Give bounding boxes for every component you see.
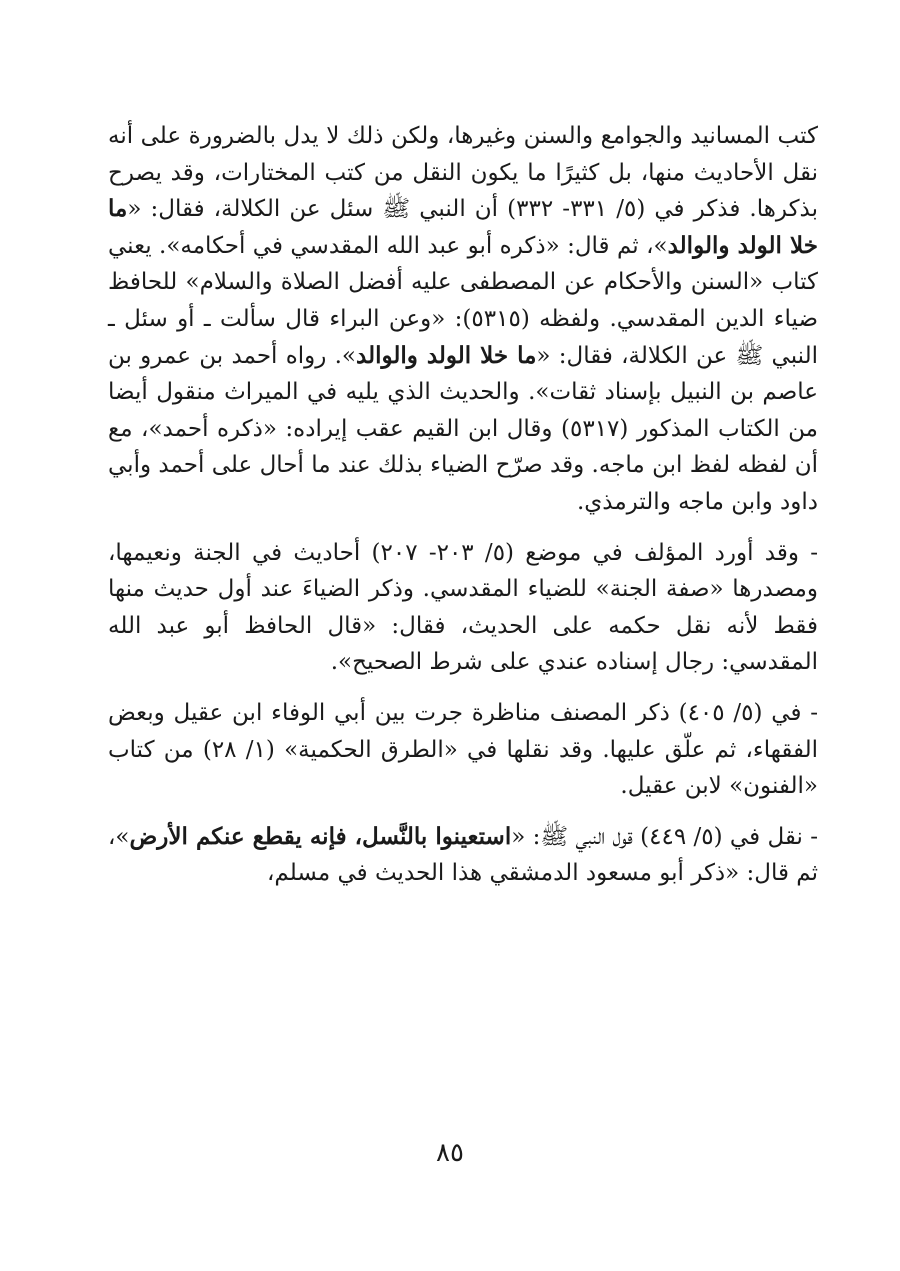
bold-quote: ما خلا الولد والوالد: [108, 195, 818, 259]
page-body: [108, 118, 818, 892]
text-segment: »، ثم قال: «ذكر أبو مسعود الدمشقي هذا الحديث في مسلم،: [108, 823, 818, 887]
text-segment: »، ثم قال: «ذكره أبو عبد الله المقدسي في أحكامه». يعني كتاب «السنن والأحكام عن المصطفى عليه أفضل الصلاة والسلام» للحافظ ضياء الدين المقدسي. ولفظه (٥٣١٥): «وعن البراء قال سألت ـ أو سئل ـ النبي ﷺ عن الكلالة، فقال: «: [108, 232, 818, 369]
text-segment: - نقل في (٥/ ٤٤٩) قول النبي ﷺ: «: [511, 823, 819, 850]
paragraph-2: [108, 535, 818, 681]
text-segment: - وقد أورد المؤلف في موضع (٥/ ٢٠٣- ٢٠٧) أحاديث في الجنة ونعيمها، ومصدرها «صفة الجنة» للضياء المقدسي. وذكر الضياءَ عند أول حديث منها فقط لأنه نقل حكمه على الحديث، فقال: «قال الحافظ أبو عبد الله المقدسي: رجال إسناده عندي على شرط الصحيح».: [108, 539, 818, 676]
bold-quote: ما خلا الولد والوالد: [356, 341, 537, 369]
paragraph-3: [108, 695, 818, 805]
text-segment: كتب المسانيد والجوامع والسنن وغيرها، ولكن ذلك لا يدل بالضرورة على أنه نقل الأحاديث منها، بل كثيرًا ما يكون النقل من كتب المختارات، وقد يصرح بذكرها. فذكر في (٥/ ٣٣١- ٣٣٢) أن النبي ﷺ سئل عن الكلالة، فقال: «: [108, 123, 818, 223]
text-segment: ». رواه أحمد بن عمرو بن عاصم بن النبيل بإسناد ثقات». والحديث الذي يليه في الميراث منقول أيضا من الكتاب المذكور (٥٣١٧) وقال ابن القيم عقب إيراده: «ذكره أحمد»، مع أن لفظه لفظ ابن ماجه. وقد صرّح الضياء بذلك عند ما أحال على أحمد وأبي داود وابن ماجه والترمذي.: [108, 342, 819, 515]
paragraph-1: [108, 118, 818, 521]
text-segment: - في (٥/ ٤٠٥) ذكر المصنف مناظرة جرت بين أبي الوفاء ابن عقيل وبعض الفقهاء، ثم علّق عليها. وقد نقلها في «الطرق الحكمية» (١/ ٢٨) من كتاب «الفنون» لابن عقيل.: [108, 699, 818, 800]
paragraph-4: [108, 819, 818, 892]
page-number: ٨٥: [436, 1138, 464, 1168]
bold-quote: استعينوا بالنَّسل، فإنه يقطع عنكم الأرض: [129, 822, 512, 850]
